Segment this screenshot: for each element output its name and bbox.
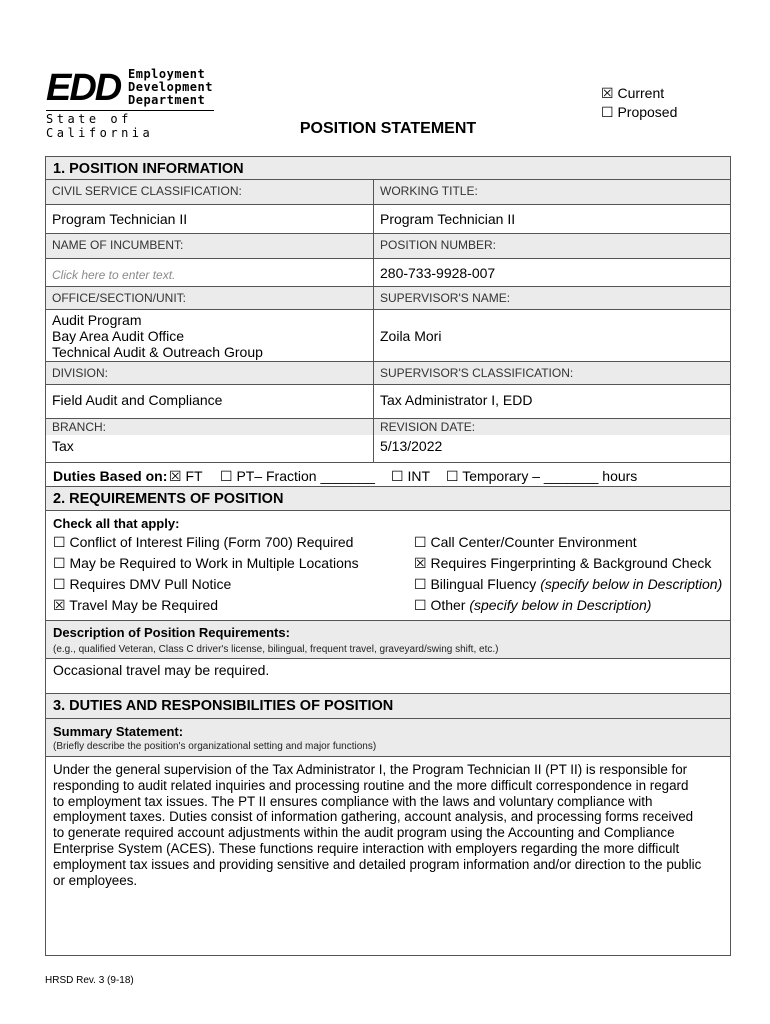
logo-line-3: Department <box>128 93 206 107</box>
row-office-values <box>46 310 730 362</box>
civil-service-field[interactable]: Program Technician II <box>46 205 374 233</box>
working-title-field[interactable]: Program Technician II <box>380 211 516 227</box>
current-label: Current <box>617 85 665 101</box>
row-duties-based <box>46 463 730 487</box>
logo-mark: EDD <box>46 67 121 109</box>
logo-line-1: Employment <box>128 67 206 81</box>
req-bilingual[interactable]: ☐ Bilingual Fluency (specify below in Description) <box>414 576 723 592</box>
req-multiple-locations[interactable]: ☐ May be Required to Work in Multiple Locations <box>53 555 359 571</box>
working-title-label: WORKING TITLE: <box>380 184 478 198</box>
office-line-2: Bay Area Audit Office <box>52 328 185 344</box>
duties-int-checkbox[interactable]: ☐ INT <box>391 468 430 484</box>
branch-field[interactable]: Tax <box>46 435 374 462</box>
requirements-right-list <box>414 532 722 616</box>
supervisor-name-field[interactable]: Zoila Mori <box>380 328 442 344</box>
summary-field[interactable] <box>46 757 730 955</box>
supervisor-name-label: SUPERVISOR'S NAME: <box>380 291 511 305</box>
section3-heading: 3. DUTIES AND RESPONSIBILITIES OF POSITION <box>46 694 730 719</box>
summary-line: or employees. <box>53 872 138 888</box>
status-checkboxes <box>601 84 677 122</box>
requirements-checklist <box>46 511 730 621</box>
req-call-center[interactable]: ☐ Call Center/Counter Environment <box>414 534 637 550</box>
incumbent-field[interactable]: Click here to enter text. <box>46 259 374 286</box>
req-dmv-pull-notice[interactable]: ☐ Requires DMV Pull Notice <box>53 576 232 592</box>
current-box: ☒ <box>601 85 614 101</box>
summary-hint: (Briefly describe the position's organizational setting and major functions) <box>53 741 377 752</box>
logo-department-name <box>128 68 213 107</box>
supervisor-class-label: SUPERVISOR'S CLASSIFICATION: <box>380 366 574 380</box>
summary-header <box>46 719 730 757</box>
duties-pt-checkbox[interactable]: ☐ PT– Fraction _______ <box>220 468 375 484</box>
row-office-labels <box>46 287 730 310</box>
desc-requirements-field[interactable] <box>46 659 730 694</box>
branch-label: BRANCH: <box>46 419 374 435</box>
summary-line: responding to audit related inquiries and processing routine and the more difficult correspondence in regard <box>53 777 689 793</box>
civil-service-label: CIVIL SERVICE CLASSIFICATION: <box>46 180 374 204</box>
desc-requirements-header <box>46 621 730 659</box>
office-line-3: Technical Audit & Outreach Group <box>52 344 263 360</box>
row-division-values <box>46 385 730 419</box>
desc-value: Occasional travel may be required. <box>53 662 270 678</box>
current-checkbox[interactable] <box>601 84 677 103</box>
logo-line-2: Development <box>128 80 213 94</box>
logo-state: State of California <box>46 110 214 140</box>
summary-line: to employment tax issues. The PT II ensures compliance with the laws and voluntary compliance with <box>53 793 653 809</box>
supervisor-class-field[interactable]: Tax Administrator I, EDD <box>380 392 533 408</box>
duties-ft-checkbox[interactable]: ☒ FT <box>169 468 203 484</box>
req-conflict-of-interest[interactable]: ☐ Conflict of Interest Filing (Form 700) Required <box>53 534 354 550</box>
form-revision-footer: HRSD Rev. 3 (9-18) <box>45 975 134 986</box>
section1-heading: 1. POSITION INFORMATION <box>46 157 730 180</box>
summary-line: Enterprise System (ACES). These functions require interaction with employers regarding the more difficult <box>53 840 680 856</box>
requirements-left-list <box>53 532 359 616</box>
office-field[interactable] <box>46 310 374 361</box>
summary-line: employment tax issues and providing sensitive and detailed program information and/or direction to the public <box>53 856 702 872</box>
req-travel[interactable]: ☒ Travel May be Required <box>53 597 219 613</box>
position-number-label: POSITION NUMBER: <box>380 238 497 252</box>
page-title-wrap <box>0 120 770 138</box>
proposed-label: Proposed <box>617 104 678 120</box>
position-number-field[interactable]: 280-733-9928-007 <box>380 265 496 281</box>
req-fingerprinting[interactable]: ☒ Requires Fingerprinting & Background Check <box>414 555 712 571</box>
duties-temporary-checkbox[interactable]: ☐ Temporary – _______ hours <box>446 468 638 484</box>
duties-label: Duties Based on: <box>53 468 168 484</box>
position-form <box>45 156 731 956</box>
row-incumbent-labels <box>46 234 730 259</box>
row-branch-values <box>46 435 730 463</box>
desc-hint: (e.g., qualified Veteran, Class C driver's license, bilingual, frequent travel, graveyard/swing shift, etc.) <box>53 644 499 655</box>
desc-heading: Description of Position Requirements: <box>53 625 290 640</box>
revision-field[interactable]: 5/13/2022 <box>380 438 443 454</box>
proposed-box: ☐ <box>601 104 614 120</box>
incumbent-label: NAME OF INCUMBENT: <box>46 234 374 258</box>
summary-line: employment taxes. Duties consist of information gathering, account analysis, and processing forms received <box>53 809 694 825</box>
req-other[interactable]: ☐ Other (specify below in Description) <box>414 597 652 613</box>
page-title: POSITION STATEMENT <box>299 120 477 137</box>
edd-logo <box>44 66 214 140</box>
check-all-label: Check all that apply: <box>53 516 180 531</box>
division-field[interactable]: Field Audit and Compliance <box>46 385 374 418</box>
revision-label: REVISION DATE: <box>380 420 476 434</box>
row-branch-labels <box>46 419 730 435</box>
row-incumbent-values <box>46 259 730 287</box>
row-classification-values <box>46 205 730 234</box>
office-label: OFFICE/SECTION/UNIT: <box>46 287 374 309</box>
division-label: DIVISION: <box>46 362 374 384</box>
summary-heading: Summary Statement: <box>53 724 184 739</box>
office-line-1: Audit Program <box>52 312 142 328</box>
summary-line: Under the general supervision of the Tax Administrator I, the Program Technician II (PT II) is responsible for <box>53 762 688 777</box>
row-division-labels <box>46 362 730 385</box>
summary-line: to generate required account adjustments within the audit program using the Accounting and Compliance <box>53 825 675 841</box>
section2-heading: 2. REQUIREMENTS OF POSITION <box>46 487 730 511</box>
row-classification-labels <box>46 180 730 205</box>
